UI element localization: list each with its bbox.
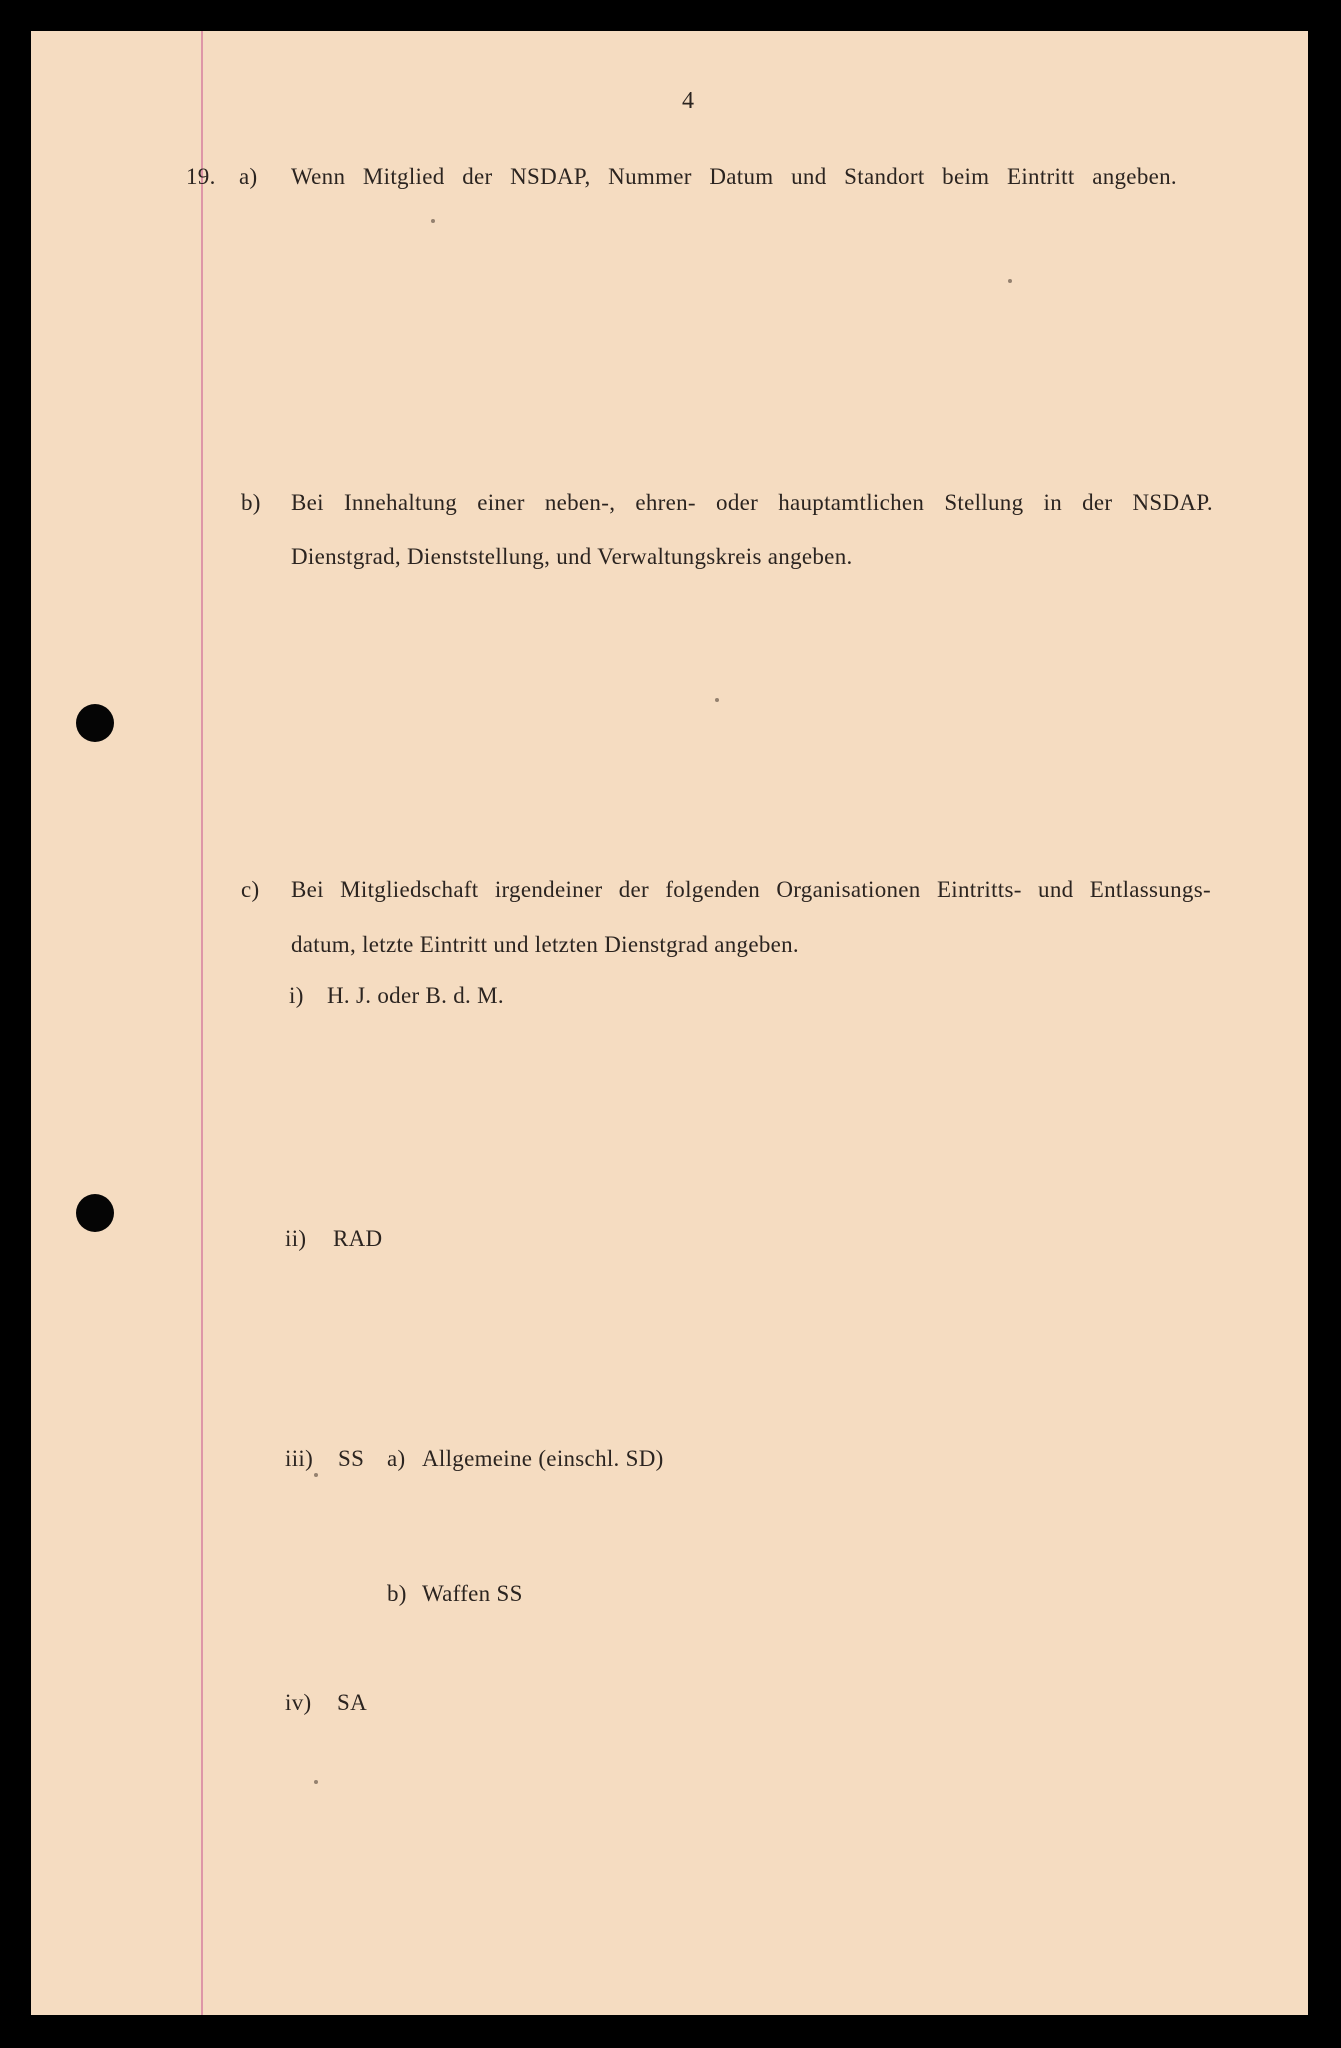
word: der bbox=[1082, 490, 1113, 515]
item-iii-b-text: Waffen SS bbox=[422, 1581, 523, 1606]
item-iii-a-label: a) bbox=[387, 1446, 406, 1471]
word: Bei bbox=[291, 490, 324, 515]
word: Nummer bbox=[608, 164, 692, 189]
word: Organisationen bbox=[776, 877, 921, 902]
punch-hole bbox=[76, 1194, 114, 1232]
item-ii-label: ii) bbox=[285, 1226, 307, 1251]
paper-speck bbox=[314, 1473, 318, 1477]
question-b-label: b) bbox=[241, 490, 261, 515]
question-number: 19. bbox=[186, 164, 216, 189]
word: angeben. bbox=[1092, 164, 1177, 189]
page-number: 4 bbox=[682, 88, 695, 114]
paper-speck bbox=[1008, 279, 1012, 283]
punch-hole bbox=[76, 704, 114, 742]
word: Stellung bbox=[944, 490, 1024, 515]
word: Mitgliedschaft bbox=[340, 877, 479, 902]
item-i-text: H. J. oder B. d. M. bbox=[327, 983, 504, 1008]
word: Standort bbox=[844, 164, 925, 189]
item-iii-org: SS bbox=[338, 1446, 365, 1471]
word: NSDAP. bbox=[1132, 490, 1213, 515]
item-iii-label: iii) bbox=[285, 1446, 314, 1471]
word: Wenn bbox=[291, 164, 346, 189]
word: NSDAP, bbox=[510, 164, 591, 189]
item-iv-label: iv) bbox=[285, 1690, 312, 1715]
word: neben-, bbox=[544, 490, 616, 515]
word: beim bbox=[942, 164, 990, 189]
word: ehren- bbox=[635, 490, 696, 515]
word: oder bbox=[716, 490, 759, 515]
question-c-line1 bbox=[291, 878, 1211, 901]
word: hauptamtlichen bbox=[778, 490, 925, 515]
word: der bbox=[462, 164, 493, 189]
item-iii-a-text: Allgemeine (einschl. SD) bbox=[422, 1446, 664, 1471]
word: in bbox=[1043, 490, 1062, 515]
margin-line bbox=[201, 31, 203, 2015]
item-iv-text: SA bbox=[337, 1690, 368, 1715]
word: Datum bbox=[709, 164, 774, 189]
word: Mitglied bbox=[362, 164, 445, 189]
word: Eintritt bbox=[1007, 164, 1075, 189]
item-ii-text: RAD bbox=[333, 1226, 383, 1251]
word: und bbox=[1038, 877, 1074, 902]
word: Bei bbox=[291, 877, 324, 902]
word: folgenden bbox=[665, 877, 760, 902]
question-c-label: c) bbox=[241, 877, 260, 902]
item-iii-b-label: b) bbox=[387, 1581, 407, 1606]
word: Eintritts- bbox=[936, 877, 1022, 902]
word: der bbox=[618, 877, 650, 902]
question-a-label: a) bbox=[239, 164, 258, 189]
paper-speck bbox=[431, 219, 435, 223]
paper-speck bbox=[314, 1780, 318, 1784]
question-b-line2: Dienstgrad, Dienststellung, und Verwaltungskreis angeben. bbox=[291, 544, 853, 569]
word: und bbox=[791, 164, 827, 189]
item-i-label: i) bbox=[289, 983, 304, 1008]
paper-speck bbox=[715, 698, 719, 702]
question-c-line2: datum, letzte Eintritt und letzten Dienstgrad angeben. bbox=[291, 932, 799, 957]
document-page bbox=[31, 31, 1308, 2015]
question-b-line1 bbox=[291, 491, 1213, 514]
word: irgendeiner bbox=[494, 877, 603, 902]
word: Entlassungs- bbox=[1089, 877, 1211, 902]
word: Innehaltung bbox=[343, 490, 458, 515]
word: einer bbox=[477, 490, 525, 515]
question-a-text bbox=[291, 165, 1177, 188]
